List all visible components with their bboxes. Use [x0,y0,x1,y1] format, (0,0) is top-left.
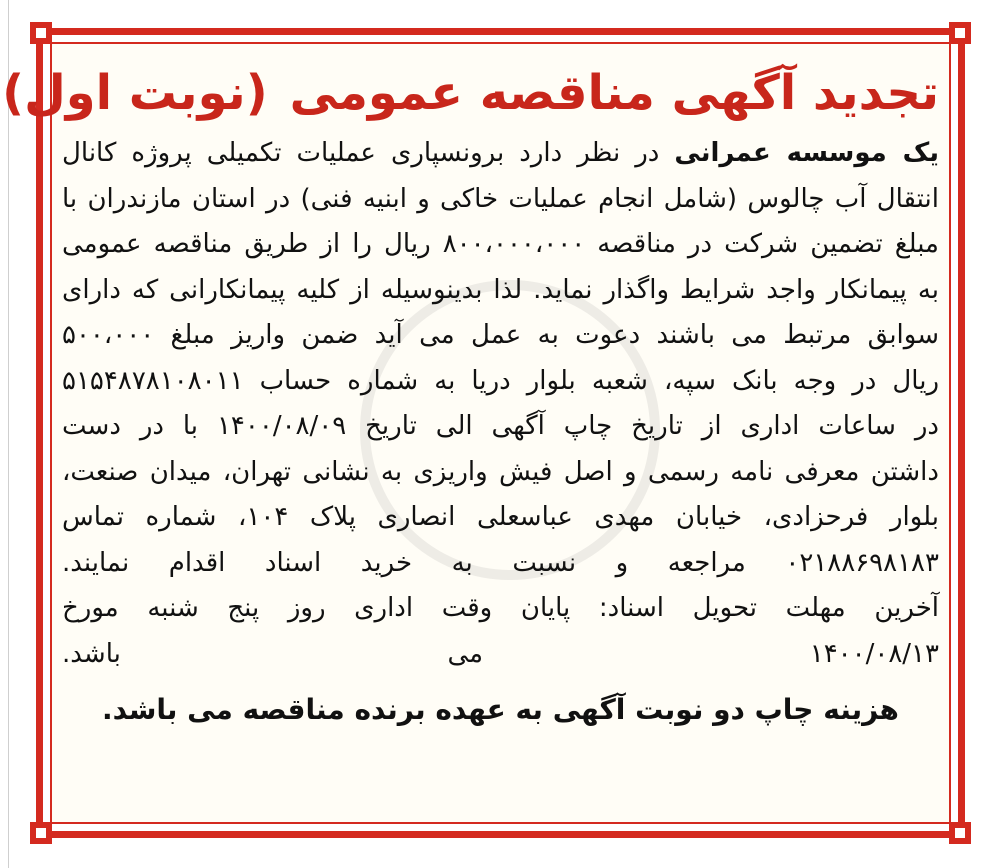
ad-body-line-text: سوابق مرتبط می باشند دعوت به عمل می آید ضمن واریز مبلغ ۵۰۰،۰۰۰ [62,320,939,350]
ad-body-line-text: به پیمانکار واجد شرایط واگذار نماید. لذا بدینوسیله از کلیه پیمانکارانی که دارای [62,274,939,305]
ad-title-round: (نوبت اول) [2,65,268,121]
ad-body-line [62,450,939,496]
ad-body-line-text: آخرین مهلت تحویل اسناد: پایان وقت اداری روز پنج شنبه مورخ [62,593,939,623]
ad-body-line-text: داشتن معرفی نامه رسمی و اصل فیش واریزی به نشانی تهران، میدان صنعت، [62,456,939,487]
ad-body-line-text: ۱۴۰۰/۰۸/۱۳ می باشد. [62,638,939,669]
frame-corner-bottom-left [30,822,52,844]
ad-body-line [62,131,939,177]
frame-corner-top-left [30,22,52,44]
ad-body-line [62,632,939,678]
ad-body-line [62,359,939,405]
ad-body [62,131,939,677]
frame-corner-bottom-right [949,822,971,844]
ad-body-line [62,313,939,359]
ad-body-line-bold: یک موسسه عمرانی [674,138,939,168]
ad-body-line-text: بلوار فرحزادی، خیابان مهدی عباسعلی انصاری پلاک ۱۰۴، شماره تماس [62,502,940,532]
ad-body-line-text: انتقال آب چالوس (شامل انجام عملیات خاکی و ابنیه فنی) در استان مازندران با [62,183,939,214]
ad-body-line [62,268,939,314]
ad-body-line [62,222,939,268]
ad-content [2,55,940,815]
ad-body-line-text: ۰۲۱۸۸۶۹۸۱۸۳ مراجعه و نسبت به خرید اسناد اقدام نمایند. [62,547,939,578]
ad-body-line [62,495,939,541]
frame-corner-top-right [949,22,971,44]
ad-body-line [62,586,939,632]
ad-body-line [62,541,939,587]
ad-body-line-text: ریال در وجه بانک سپه، شعبه بلوار دریا به شماره حساب ۵۱۵۴۸۷۸۱۰۸۰۱۱ [62,365,939,396]
ad-title-main: تجدید آگهی مناقصه عمومی [289,65,939,121]
ad-body-line [62,177,939,223]
ad-body-line-text: مبلغ تضمین شرکت در مناقصه ۸۰۰،۰۰۰،۰۰۰ ریال را از طریق مناقصه عمومی [62,229,939,259]
ad-body-line-text: در نظر دارد برونسپاری عملیات تکمیلی پروژه کانال [62,138,675,168]
ad-footer-note: هزینه چاپ دو نوبت آگهی به عهده برنده مناقصه می باشد. [102,693,899,726]
ad-body-line-text: در ساعات اداری از تاریخ چاپ آگهی الی تاریخ ۱۴۰۰/۰۸/۰۹ با در دست [62,411,940,441]
ad-title [2,55,939,131]
ad-body-line [62,404,939,450]
